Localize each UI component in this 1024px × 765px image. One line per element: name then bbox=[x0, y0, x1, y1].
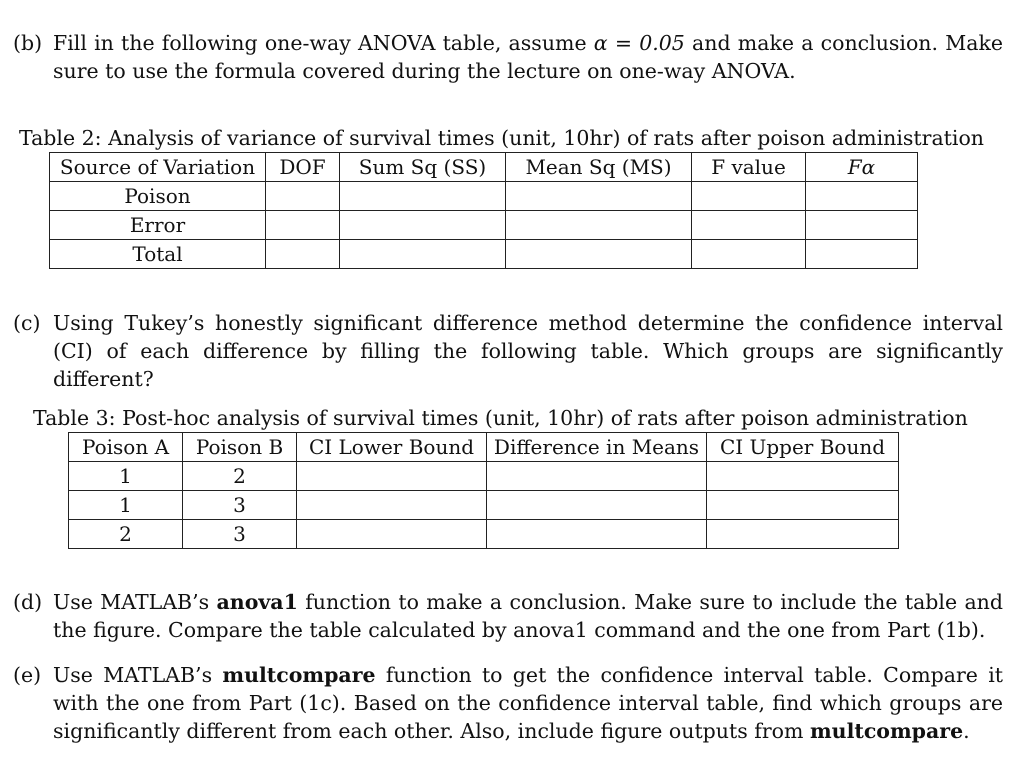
function-anova1: anova1 bbox=[216, 590, 298, 614]
question-e bbox=[13, 661, 1003, 745]
cell-fvalue[interactable] bbox=[692, 182, 806, 211]
cell-poison-a: 1 bbox=[69, 462, 183, 491]
cell-poison-b: 3 bbox=[183, 491, 297, 520]
header-diff-means: Difference in Means bbox=[487, 433, 707, 462]
table2-caption: Table 2: Analysis of variance of survival times (unit, 10hr) of rats after poison administration bbox=[19, 126, 985, 150]
header-ss: Sum Sq (SS) bbox=[340, 153, 506, 182]
table-row bbox=[50, 240, 918, 269]
cell-diff-means[interactable] bbox=[487, 491, 707, 520]
function-multcompare: multcompare bbox=[809, 719, 964, 743]
table-row bbox=[69, 491, 899, 520]
question-e-label: (e) bbox=[13, 663, 42, 687]
cell-ss[interactable] bbox=[340, 182, 506, 211]
question-d bbox=[13, 588, 1003, 644]
function-multcompare: multcompare bbox=[222, 663, 376, 687]
cell-poison-b: 3 bbox=[183, 520, 297, 549]
cell-poison-a: 2 bbox=[69, 520, 183, 549]
cell-ci-lower[interactable] bbox=[297, 491, 487, 520]
tukey-table bbox=[68, 432, 899, 549]
question-d-text: Use MATLAB’s anova1 function to make a conclusion. Make sure to include the table and the figure. Compare the table calculated by anova1 command and the one from Part (1b). bbox=[53, 590, 1004, 642]
question-b-text: Fill in the following one-way ANOVA table, assume α = 0.05 and make a conclusion. Make sure to use the formula covered during the lecture on one-way ANOVA. bbox=[53, 31, 1003, 83]
cell-ci-upper[interactable] bbox=[707, 491, 899, 520]
cell-f-alpha[interactable] bbox=[806, 182, 918, 211]
header-poison-b: Poison B bbox=[183, 433, 297, 462]
table3-caption: Table 3: Post-hoc analysis of survival times (unit, 10hr) of rats after poison administration bbox=[33, 406, 968, 430]
cell-ms[interactable] bbox=[506, 240, 692, 269]
header-f-alpha: Fα bbox=[806, 153, 918, 182]
cell-poison-b: 2 bbox=[183, 462, 297, 491]
cell-diff-means[interactable] bbox=[487, 520, 707, 549]
question-b-label: (b) bbox=[13, 31, 43, 55]
header-ci-upper: CI Upper Bound bbox=[707, 433, 899, 462]
table-header-row bbox=[69, 433, 899, 462]
cell-ss[interactable] bbox=[340, 211, 506, 240]
cell-poison-a: 1 bbox=[69, 491, 183, 520]
table-row bbox=[50, 211, 918, 240]
question-c bbox=[13, 309, 1003, 393]
header-dof: DOF bbox=[266, 153, 340, 182]
table-header-row bbox=[50, 153, 918, 182]
row-label: Poison bbox=[50, 182, 266, 211]
cell-ci-lower[interactable] bbox=[297, 520, 487, 549]
anova-table bbox=[49, 152, 918, 269]
cell-ci-lower[interactable] bbox=[297, 462, 487, 491]
alpha-expression: α = 0.05 bbox=[593, 31, 685, 55]
header-fvalue: F value bbox=[692, 153, 806, 182]
row-label: Error bbox=[50, 211, 266, 240]
question-b bbox=[13, 29, 1003, 85]
row-label: Total bbox=[50, 240, 266, 269]
cell-ss[interactable] bbox=[340, 240, 506, 269]
table-row bbox=[69, 520, 899, 549]
cell-dof[interactable] bbox=[266, 240, 340, 269]
question-e-text: Use MATLAB’s multcompare function to get the confidence interval table. Compare it with the one from Part (1c). Based on the confidence interval table, find which groups are significantly different from each other. Also, include figure outputs from multcompare. bbox=[53, 663, 1003, 743]
cell-diff-means[interactable] bbox=[487, 462, 707, 491]
cell-dof[interactable] bbox=[266, 182, 340, 211]
table-row bbox=[50, 182, 918, 211]
question-c-text: Using Tukey’s honestly significant difference method determine the confidence interval (CI) of each difference by filling the following table. Which groups are significantly different? bbox=[53, 311, 1003, 391]
cell-ms[interactable] bbox=[506, 182, 692, 211]
table-row bbox=[69, 462, 899, 491]
header-ms: Mean Sq (MS) bbox=[506, 153, 692, 182]
question-c-label: (c) bbox=[13, 311, 41, 335]
cell-fvalue[interactable] bbox=[692, 240, 806, 269]
question-d-label: (d) bbox=[13, 590, 43, 614]
header-ci-lower: CI Lower Bound bbox=[297, 433, 487, 462]
cell-fvalue[interactable] bbox=[692, 211, 806, 240]
cell-f-alpha[interactable] bbox=[806, 240, 918, 269]
header-poison-a: Poison A bbox=[69, 433, 183, 462]
cell-ci-upper[interactable] bbox=[707, 462, 899, 491]
cell-ms[interactable] bbox=[506, 211, 692, 240]
cell-ci-upper[interactable] bbox=[707, 520, 899, 549]
cell-dof[interactable] bbox=[266, 211, 340, 240]
header-source: Source of Variation bbox=[50, 153, 266, 182]
cell-f-alpha[interactable] bbox=[806, 211, 918, 240]
